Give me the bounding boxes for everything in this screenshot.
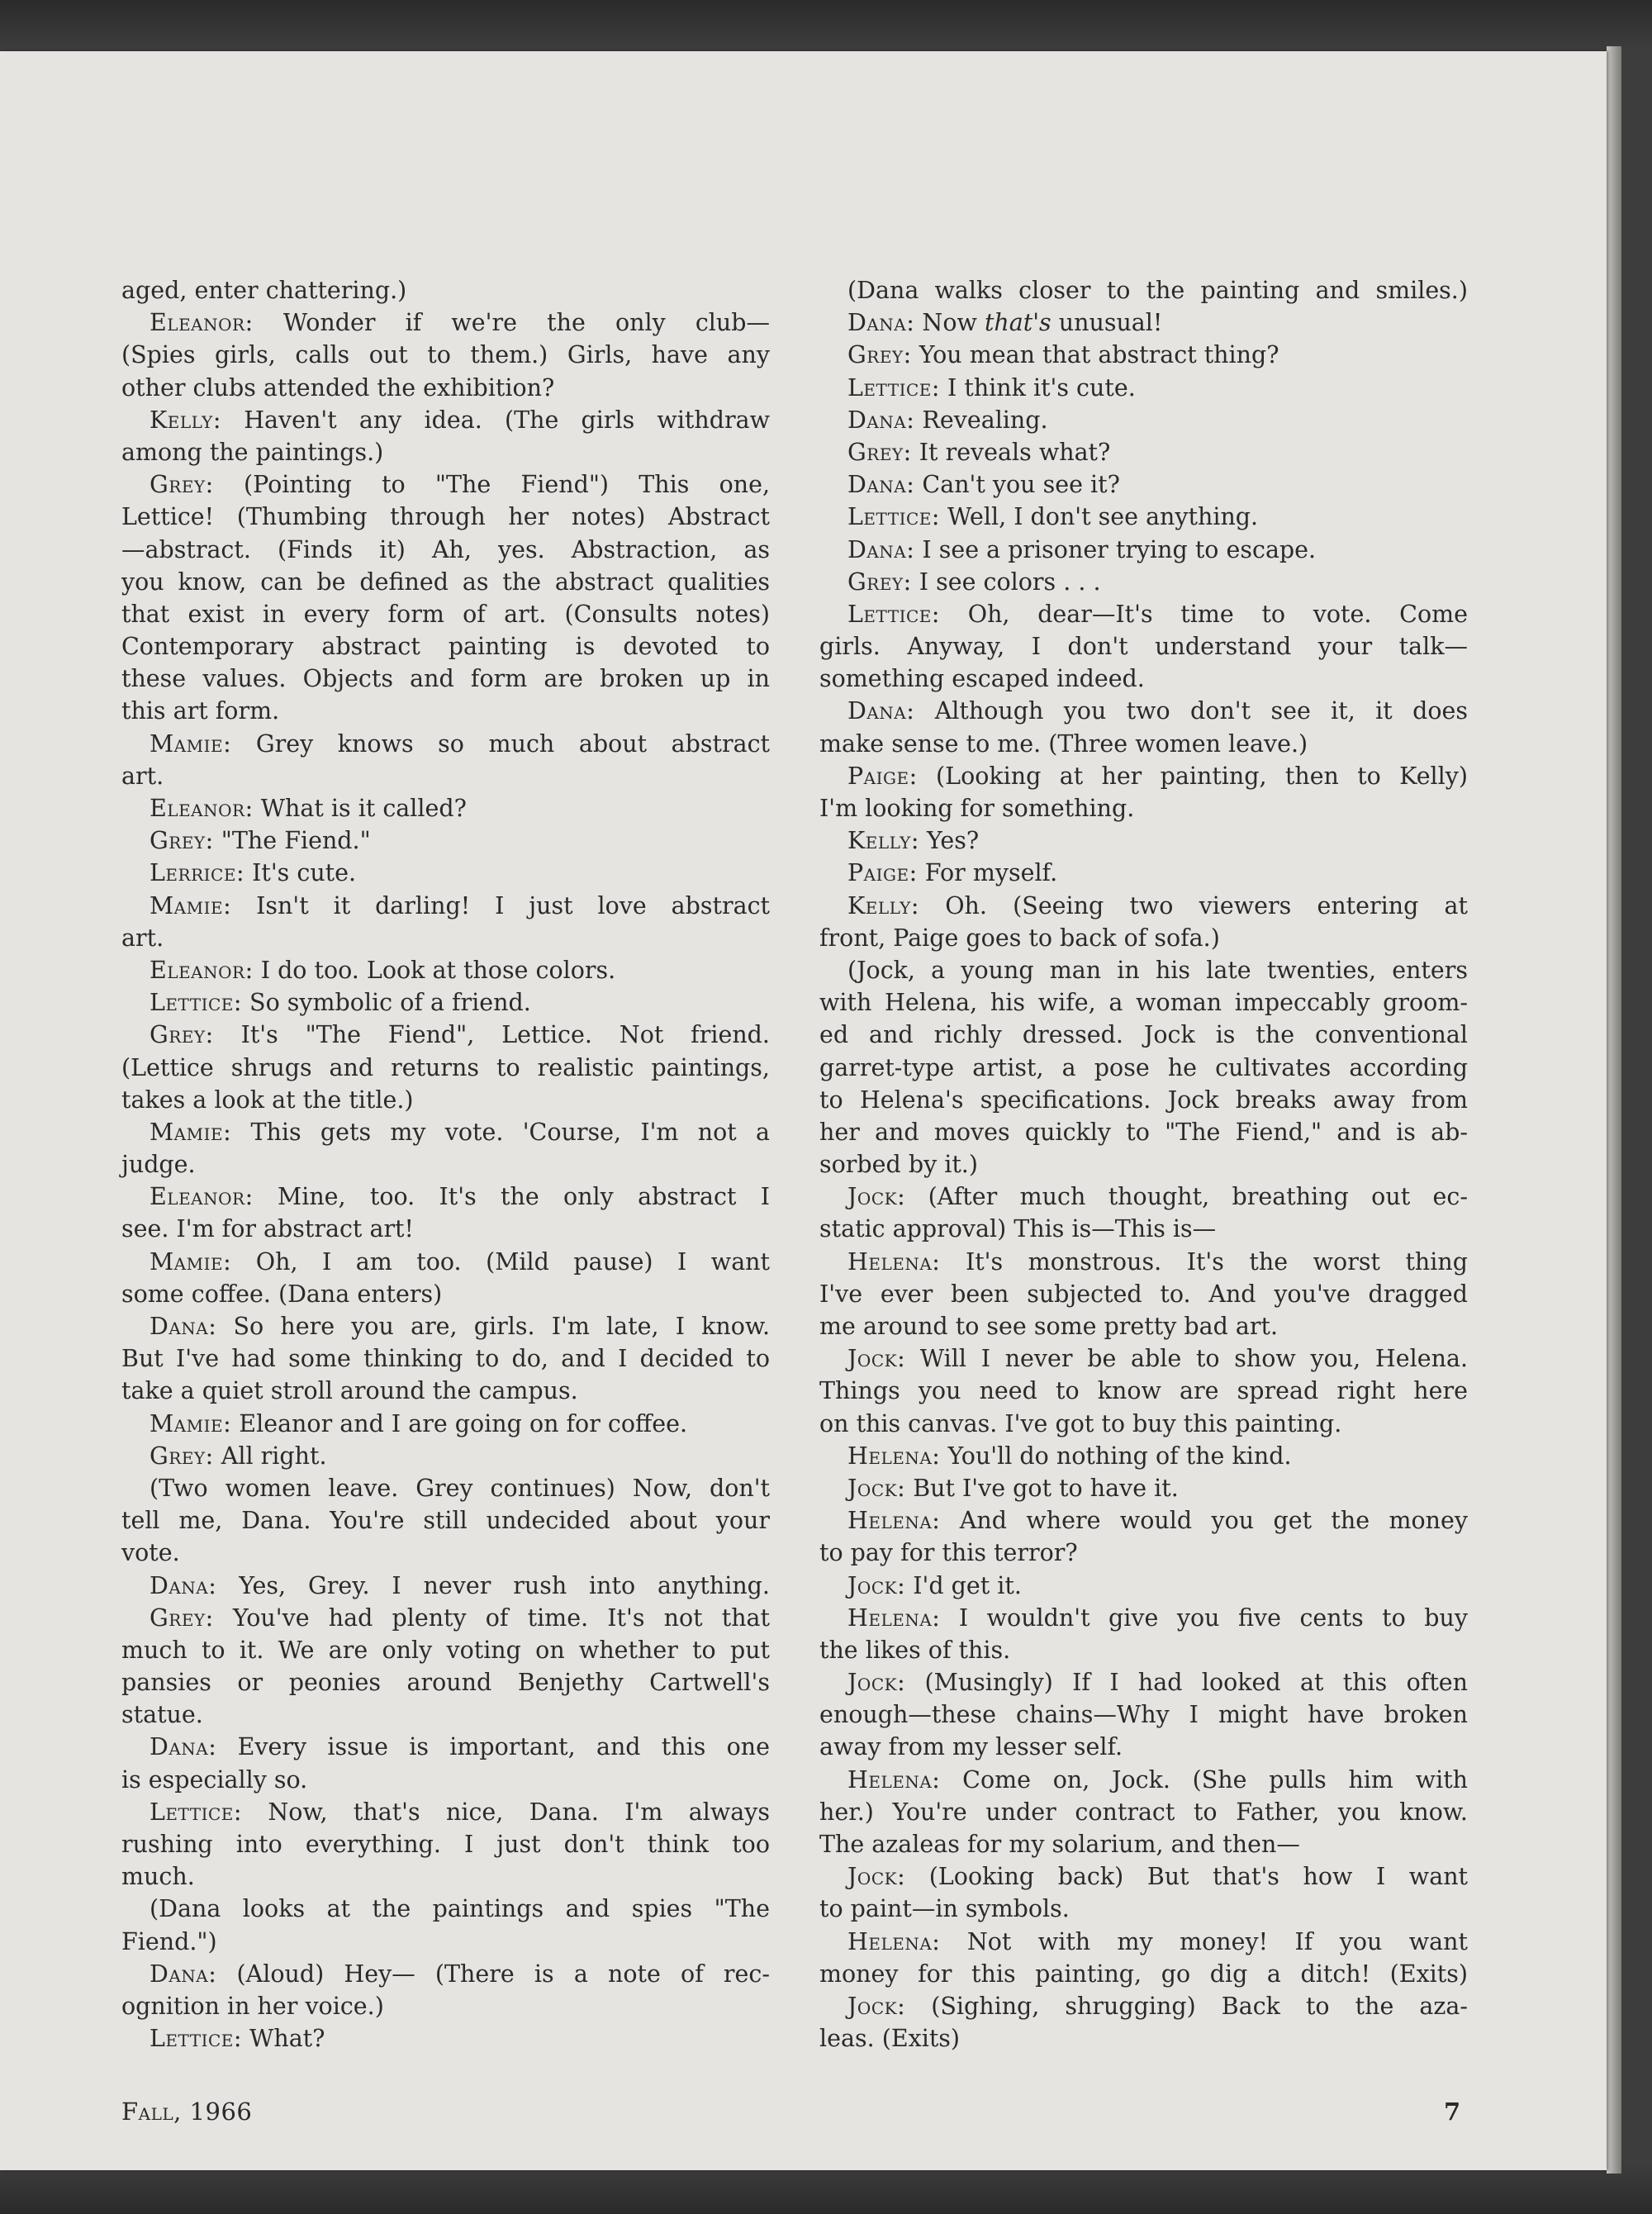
speaker-name: Lettice: (150, 989, 242, 1017)
text-line (819, 1504, 1468, 1537)
line-text: Revealing. (922, 406, 1048, 434)
line-text: (Dana looks at the paintings and spies "The (150, 1895, 770, 1923)
speaker-name: Kelly: (150, 406, 221, 434)
speaker-name: Lerrice: (150, 859, 245, 887)
speaker-name: Grey: (847, 438, 912, 466)
speaker-name: Helena: (847, 1507, 941, 1535)
text-line (121, 404, 770, 436)
text-line (819, 1666, 1468, 1699)
line-text: —abstract. (Finds it) Ah, yes. Abstraction, as (121, 535, 770, 563)
text-line (121, 663, 770, 695)
speaker-name: Eleanor: (150, 309, 254, 337)
speaker-name: Grey: (847, 568, 912, 596)
line-text: Every issue is important, and this one (237, 1733, 770, 1761)
text-line (121, 1440, 770, 1472)
text-line (121, 1472, 770, 1504)
line-text: the likes of this. (819, 1636, 1011, 1664)
line-text: aged, enter chattering.) (121, 277, 407, 304)
line-text: see. I'm for abstract art! (121, 1215, 414, 1243)
speaker-name: Helena: (847, 1927, 941, 1955)
text-line (819, 695, 1468, 727)
right-column (819, 274, 1468, 2055)
line-text: It's monstrous. It's the worst thing (965, 1247, 1468, 1276)
line-text: some coffee. (Dana enters) (121, 1280, 443, 1308)
line-text: I see a prisoner trying to escape. (922, 535, 1317, 563)
line-text: And where would you get the money (959, 1507, 1468, 1535)
text-line (121, 630, 770, 663)
speaker-name: Mamie: (150, 1409, 232, 1437)
text-line (819, 1602, 1468, 1634)
line-text: Yes, Grey. I never rush into anything. (239, 1571, 770, 1599)
line-text: something escaped indeed. (819, 665, 1145, 693)
speaker-name: Jock: (847, 1571, 906, 1599)
text-line (121, 1893, 770, 1925)
line-text: to paint—in symbols. (819, 1895, 1070, 1923)
text-line (819, 1634, 1468, 1666)
text-line (819, 1472, 1468, 1504)
text-line (121, 468, 770, 501)
line-text: Lettice! (Thumbing through her notes) Abstract (121, 503, 770, 531)
text-line (819, 1408, 1468, 1440)
line-text: I'd get it. (913, 1571, 1022, 1599)
speaker-name: Helena: (847, 1247, 941, 1276)
line-text: with Helena, his wife, a woman impeccably groom- (819, 989, 1468, 1017)
text-line (121, 857, 770, 889)
line-text: vote. (121, 1539, 180, 1567)
speaker-name: Lettice: (847, 600, 940, 628)
line-text: Can't you see it? (922, 471, 1120, 499)
speaker-name: Kelly: (847, 827, 919, 855)
line-text: (Lettice shrugs and returns to realistic paintings, (121, 1053, 770, 1081)
line-text: Oh, dear—It's time to vote. Come (967, 600, 1468, 628)
speaker-name: Grey: (150, 1021, 214, 1049)
speaker-name: Grey: (150, 471, 214, 499)
line-text: Mine, too. It's the only abstract I (278, 1183, 770, 1211)
line-text: ed and richly dressed. Jock is the conventional (819, 1021, 1468, 1049)
line-text: The azaleas for my solarium, and then— (819, 1831, 1300, 1858)
line-text: Oh. (Seeing two viewers entering at (945, 891, 1468, 919)
text-line (121, 922, 770, 954)
text-line (819, 1990, 1468, 2022)
line-text: her.) You're under contract to Father, you know. (819, 1798, 1468, 1826)
text-line (121, 954, 770, 986)
line-text: (Dana walks closer to the painting and smiles.) (847, 277, 1468, 304)
line-text: away from my lesser self. (819, 1733, 1123, 1761)
line-text: Well, I don't see anything. (947, 503, 1259, 531)
text-line (121, 372, 770, 404)
text-line (121, 501, 770, 533)
line-text: sorbed by it.) (819, 1151, 978, 1179)
line-text: Isn't it darling! I just love abstract (256, 891, 770, 919)
speaker-name: Jock: (847, 1474, 906, 1502)
text-line (121, 1246, 770, 1278)
line-text: (Aloud) Hey— (There is a note of rec- (236, 1960, 771, 1988)
text-line (121, 1958, 770, 1990)
line-text: (Spies girls, calls out to them.) Girls, have any (121, 341, 770, 369)
line-text: I've ever been subjected to. And you've dragged (819, 1280, 1468, 1308)
line-text: "The Fiend." (221, 827, 371, 855)
text-line (819, 534, 1468, 566)
line-text: You've had plenty of time. It's not that (232, 1603, 770, 1632)
text-line (121, 306, 770, 339)
text-line (819, 824, 1468, 857)
text-line (819, 1246, 1468, 1278)
speaker-name: Kelly: (847, 891, 919, 919)
text-line (121, 1796, 770, 1828)
text-line (121, 436, 770, 468)
line-text: these values. Objects and form are broken up in (121, 665, 770, 693)
text-line (819, 1116, 1468, 1148)
speaker-name: Jock: (847, 1669, 906, 1697)
text-line (819, 1731, 1468, 1763)
speaker-name: Grey: (847, 341, 912, 369)
speaker-name: Mamie: (150, 891, 232, 919)
text-line (819, 760, 1468, 792)
line-text: I see colors . . . (919, 568, 1101, 596)
text-line (121, 728, 770, 760)
text-line (819, 436, 1468, 468)
text-line (819, 1537, 1468, 1569)
text-line (121, 274, 770, 306)
line-text: This gets my vote. 'Course, I'm not a (250, 1118, 770, 1146)
line-text: girls. Anyway, I don't understand your talk— (819, 633, 1468, 661)
text-line (121, 1860, 770, 1893)
text-line (819, 1860, 1468, 1893)
speaker-name: Dana: (847, 406, 915, 434)
text-line (819, 630, 1468, 663)
line-text: (Looking back) But that's how I want (928, 1863, 1468, 1891)
speaker-name: Dana: (150, 1960, 217, 1988)
text-line (819, 566, 1468, 598)
line-text: Come on, Jock. (She pulls him with (962, 1765, 1469, 1794)
line-text: I think it's cute. (947, 373, 1136, 401)
line-text: you know, can be defined as the abstract qualities (121, 568, 770, 596)
line-text: Yes? (927, 827, 980, 855)
speaker-name: Grey: (150, 827, 214, 855)
text-line (819, 1342, 1468, 1375)
text-line (819, 1213, 1468, 1245)
line-text-tail: unusual! (1051, 309, 1163, 337)
text-line (121, 1375, 770, 1407)
page (0, 51, 1607, 2170)
line-text: take a quiet stroll around the campus. (121, 1377, 578, 1405)
text-line (819, 1052, 1468, 1084)
line-text: Not with my money! If you want (966, 1927, 1468, 1955)
text-line (819, 339, 1468, 371)
speaker-name: Mamie: (150, 1247, 232, 1276)
line-text: among the paintings.) (121, 438, 384, 466)
text-line (819, 1148, 1468, 1181)
text-line (121, 1634, 770, 1666)
text-line (121, 1408, 770, 1440)
speaker-name: Lettice: (150, 1798, 242, 1826)
text-line (121, 1504, 770, 1537)
text-line (121, 2022, 770, 2055)
speaker-name: Lettice: (847, 373, 940, 401)
speaker-name: Eleanor: (150, 1183, 254, 1211)
text-line (121, 1666, 770, 1699)
speaker-name: Mamie: (150, 729, 232, 758)
line-text: But I've got to have it. (913, 1474, 1179, 1502)
line-text: statue. (121, 1701, 203, 1729)
text-line (819, 1570, 1468, 1602)
text-line (819, 728, 1468, 760)
text-line (819, 857, 1468, 889)
text-line (121, 1764, 770, 1796)
line-text: much to it. We are only voting on whether to put (121, 1636, 770, 1664)
line-text: I do too. Look at those colors. (260, 956, 616, 984)
text-line (121, 695, 770, 727)
speaker-name: Paige: (847, 859, 918, 887)
speaker-name: Dana: (847, 535, 915, 563)
text-line (121, 534, 770, 566)
line-text: enough—these chains—Why I might have broken (819, 1701, 1468, 1729)
line-text: to Helena's specifications. Jock breaks away from (819, 1086, 1468, 1114)
line-text: ognition in her voice.) (121, 1992, 384, 2020)
text-line (121, 1148, 770, 1181)
text-line (121, 1602, 770, 1634)
speaker-name: Jock: (847, 1992, 906, 2020)
speaker-name: Paige: (847, 762, 918, 790)
text-line (121, 1731, 770, 1763)
line-text: Wonder if we're the only club— (282, 309, 771, 337)
line-text: But I've had some thinking to do, and I decided to (121, 1345, 770, 1373)
line-text: this art form. (121, 697, 280, 725)
text-line (121, 824, 770, 857)
text-line (819, 274, 1468, 306)
line-text: Fiend.") (121, 1927, 217, 1955)
text-line (819, 372, 1468, 404)
text-line (121, 1828, 770, 1860)
text-line (819, 792, 1468, 824)
speaker-name: Dana: (847, 471, 915, 499)
text-line (819, 986, 1468, 1019)
line-text: So symbolic of a friend. (249, 989, 531, 1017)
line-text: Contemporary abstract painting is devoted to (121, 633, 770, 661)
line-text: art. (121, 924, 164, 952)
line-text: Now, that's nice, Dana. I'm always (268, 1798, 771, 1826)
line-text: It's cute. (252, 859, 357, 887)
text-line (819, 1375, 1468, 1407)
speaker-name: Dana: (150, 1313, 217, 1340)
line-text: pansies or peonies around Benjethy Cartwell's (121, 1669, 770, 1697)
text-line (121, 1052, 770, 1084)
line-text: Grey knows so much about abstract (255, 729, 770, 758)
text-line (121, 986, 770, 1019)
text-line (819, 1893, 1468, 1925)
text-line (819, 663, 1468, 695)
line-text: front, Paige goes to back of sofa.) (819, 924, 1220, 952)
line-text: that exist in every form of art. (Consults notes) (121, 600, 770, 628)
line-text: What? (249, 2025, 325, 2053)
line-text: me around to see some pretty bad art. (819, 1313, 1279, 1340)
speaker-name: Helena: (847, 1765, 941, 1794)
line-text: Now (922, 309, 985, 337)
line-text: garret-type artist, a pose he cultivates according (819, 1053, 1468, 1081)
footer-issue: Fall, 1966 (121, 2098, 253, 2126)
text-line (121, 1213, 770, 1245)
line-text: is especially so. (121, 1765, 308, 1794)
text-line (121, 792, 770, 824)
text-line (121, 1990, 770, 2022)
speaker-name: Eleanor: (150, 795, 254, 822)
line-text: What is it called? (260, 795, 467, 822)
text-line (121, 1084, 770, 1116)
text-line (819, 1828, 1468, 1860)
text-line (121, 598, 770, 630)
text-line (121, 1181, 770, 1213)
line-text: Eleanor and I are going on for coffee. (239, 1409, 688, 1437)
line-text: I wouldn't give you five cents to buy (958, 1603, 1468, 1632)
line-text: tell me, Dana. You're still undecided about your (121, 1507, 770, 1535)
line-text: (Musingly) If I had looked at this often (924, 1669, 1469, 1697)
speaker-name: Jock: (847, 1345, 906, 1373)
text-line (819, 2022, 1468, 2055)
text-line (819, 501, 1468, 533)
text-line (819, 922, 1468, 954)
speaker-name: Dana: (150, 1733, 217, 1761)
text-line (121, 1019, 770, 1051)
line-text: takes a look at the title.) (121, 1086, 414, 1114)
text-line (121, 1699, 770, 1731)
line-text: her and moves quickly to "The Fiend," and is ab- (819, 1118, 1468, 1146)
line-text: Will I never be able to show you, Helena. (919, 1345, 1469, 1373)
line-text: It's "The Fiend", Lettice. Not friend. (240, 1021, 770, 1049)
text-line (819, 1796, 1468, 1828)
text-line (819, 1958, 1468, 1990)
line-text: Things you need to know are spread right here (819, 1377, 1468, 1405)
line-text: on this canvas. I've got to buy this painting. (819, 1409, 1342, 1437)
text-line (819, 1019, 1468, 1051)
text-line (121, 566, 770, 598)
line-text: (Two women leave. Grey continues) Now, don't (150, 1474, 770, 1502)
text-line (819, 404, 1468, 436)
text-line (819, 1699, 1468, 1731)
text-line (121, 1278, 770, 1310)
speaker-name: Dana: (847, 309, 915, 337)
text-line (819, 890, 1468, 922)
line-text: So here you are, girls. I'm late, I know. (233, 1313, 770, 1340)
line-text: You'll do nothing of the kind. (947, 1442, 1292, 1470)
line-text: Oh, I am too. (Mild pause) I want (255, 1247, 770, 1276)
line-text: to pay for this terror? (819, 1539, 1078, 1567)
line-text: I'm looking for something. (819, 795, 1135, 822)
speaker-name: Dana: (150, 1571, 217, 1599)
text-line (819, 1278, 1468, 1310)
speaker-name: Jock: (847, 1183, 906, 1211)
speaker-name: Helena: (847, 1442, 941, 1470)
page-number: 7 (1444, 2098, 1461, 2126)
line-text: Although you two don't see it, it does (934, 697, 1468, 725)
left-column (121, 274, 770, 2055)
line-text: rushing into everything. I just don't think too (121, 1831, 770, 1858)
text-line (819, 1926, 1468, 1958)
speaker-name: Grey: (150, 1603, 214, 1632)
text-line (121, 1116, 770, 1148)
line-text: (Looking at her painting, then to Kelly) (936, 762, 1469, 790)
line-text: You mean that abstract thing? (919, 341, 1279, 369)
text-line (819, 1310, 1468, 1342)
line-text: Haven't any idea. (The girls withdraw (244, 406, 770, 434)
text-line (121, 1310, 770, 1342)
speaker-name: Mamie: (150, 1118, 232, 1146)
text-line (819, 1181, 1468, 1213)
line-text: other clubs attended the exhibition? (121, 373, 555, 401)
text-line (819, 468, 1468, 501)
line-text: (Pointing to "The Fiend") This one, (243, 471, 771, 499)
speaker-name: Grey: (150, 1442, 214, 1470)
line-text: static approval) This is—This is— (819, 1215, 1217, 1243)
line-text: make sense to me. (Three women leave.) (819, 729, 1308, 758)
text-line (121, 1926, 770, 1958)
text-line (819, 598, 1468, 630)
line-text: It reveals what? (919, 438, 1111, 466)
line-text: (After much thought, breathing out ec- (928, 1183, 1468, 1211)
speaker-name: Helena: (847, 1603, 941, 1632)
text-line (121, 890, 770, 922)
line-text: much. (121, 1863, 195, 1891)
line-text: (Sighing, shrugging) Back to the aza- (931, 1992, 1468, 2020)
line-text: art. (121, 762, 164, 790)
speaker-name: Eleanor: (150, 956, 254, 984)
text-line (121, 760, 770, 792)
line-text: leas. (Exits) (819, 2025, 961, 2053)
line-text: money for this painting, go dig a ditch! (Exits) (819, 1960, 1468, 1988)
text-line (819, 1084, 1468, 1116)
line-text: (Jock, a young man in his late twenties, enters (847, 956, 1468, 984)
line-text: All right. (221, 1442, 327, 1470)
text-line (819, 1440, 1468, 1472)
speaker-name: Jock: (847, 1863, 906, 1891)
speaker-name: Lettice: (150, 2025, 242, 2053)
text-line (819, 954, 1468, 986)
text-line (121, 1537, 770, 1569)
speaker-name: Lettice: (847, 503, 940, 531)
page-edge (1607, 46, 1621, 2174)
text-line (121, 1570, 770, 1602)
speaker-name: Dana: (847, 697, 915, 725)
emphasis-text: that's (984, 309, 1051, 337)
text-line (819, 306, 1468, 339)
text-line (819, 1764, 1468, 1796)
line-text: For myself. (924, 859, 1058, 887)
line-text: judge. (121, 1151, 196, 1179)
text-line (121, 1342, 770, 1375)
text-line (121, 339, 770, 371)
